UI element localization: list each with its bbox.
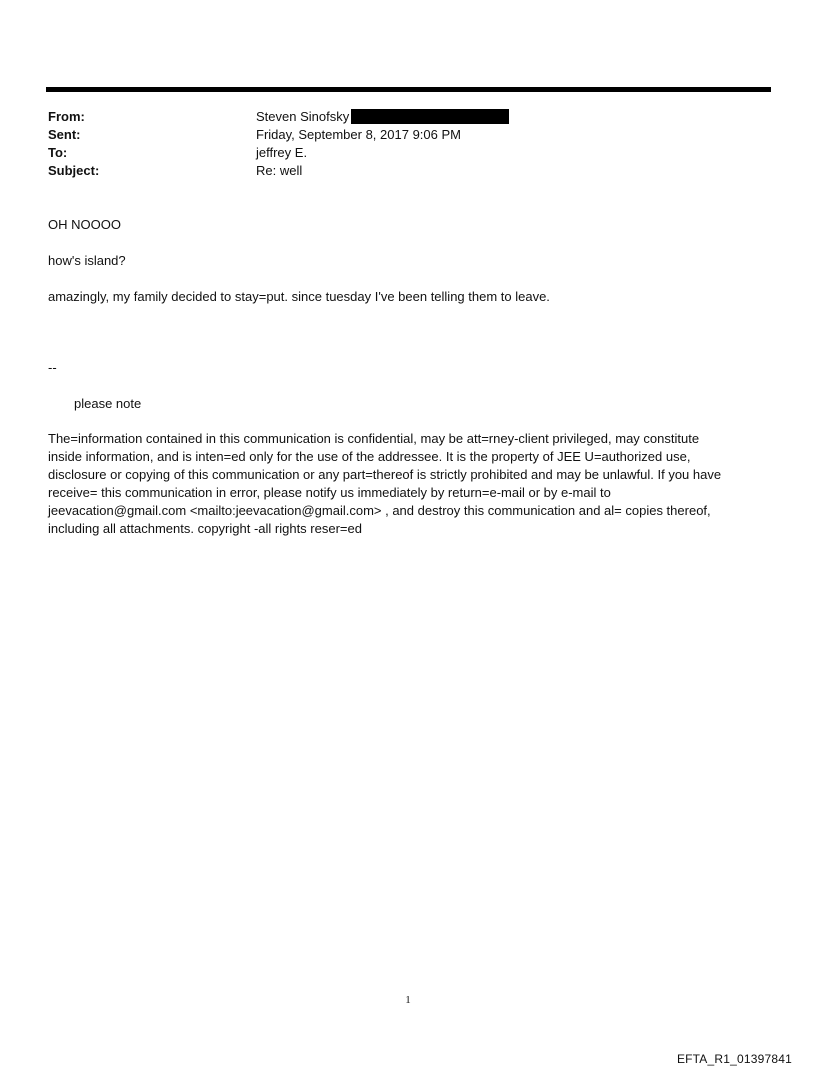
document-id: EFTA_R1_01397841 <box>676 1052 792 1066</box>
disclaimer-line: including all attachments. copyright -all rights reser=ed <box>48 521 362 536</box>
from-row <box>48 108 768 126</box>
page-number: 1 <box>405 994 411 1006</box>
header-rule <box>46 87 771 92</box>
sent-label: Sent: <box>48 127 81 142</box>
disclaimer-line: receive= this communication in error, please notify us immediately by return=e-mail or by e-mail to <box>48 485 611 500</box>
subject-row <box>48 162 768 180</box>
body-line-3: amazingly, my family decided to stay=put. since tuesday I've been telling them to leave. <box>48 289 550 304</box>
note-text: please note <box>74 396 142 411</box>
subject-label: Subject: <box>48 163 100 178</box>
to-row <box>48 144 768 162</box>
disclaimer-line: disclosure or copying of this communication or any part=thereof is strictly prohibited and may be unlawful. If you have <box>48 467 722 482</box>
email-header <box>48 108 768 180</box>
from-label: From: <box>48 109 85 124</box>
redaction-block <box>351 109 509 124</box>
to-value: jeffrey E. <box>256 145 308 160</box>
disclaimer-line: inside information, and is inten=ed only for the use of the addressee. It is the property of JEE U=authorized use, <box>48 449 691 464</box>
disclaimer <box>48 430 768 538</box>
from-value <box>256 108 509 126</box>
disclaimer-line: The=information contained in this communication is confidential, may be att=rney-client privileged, may constitute <box>48 431 700 446</box>
sent-value: Friday, September 8, 2017 9:06 PM <box>256 127 461 142</box>
signature-separator: -- <box>48 360 57 375</box>
disclaimer-line: jeevacation@gmail.com <mailto:jeevacation@gmail.com> , and destroy this communication and al= copies thereof, <box>48 503 711 518</box>
subject-value: Re: well <box>256 163 303 178</box>
sent-row <box>48 126 768 144</box>
sender-name: Steven Sinofsky <box>256 109 350 124</box>
body-line-2: how's island? <box>48 253 126 268</box>
body-line-1: OH NOOOO <box>48 217 121 232</box>
to-label: To: <box>48 145 68 160</box>
